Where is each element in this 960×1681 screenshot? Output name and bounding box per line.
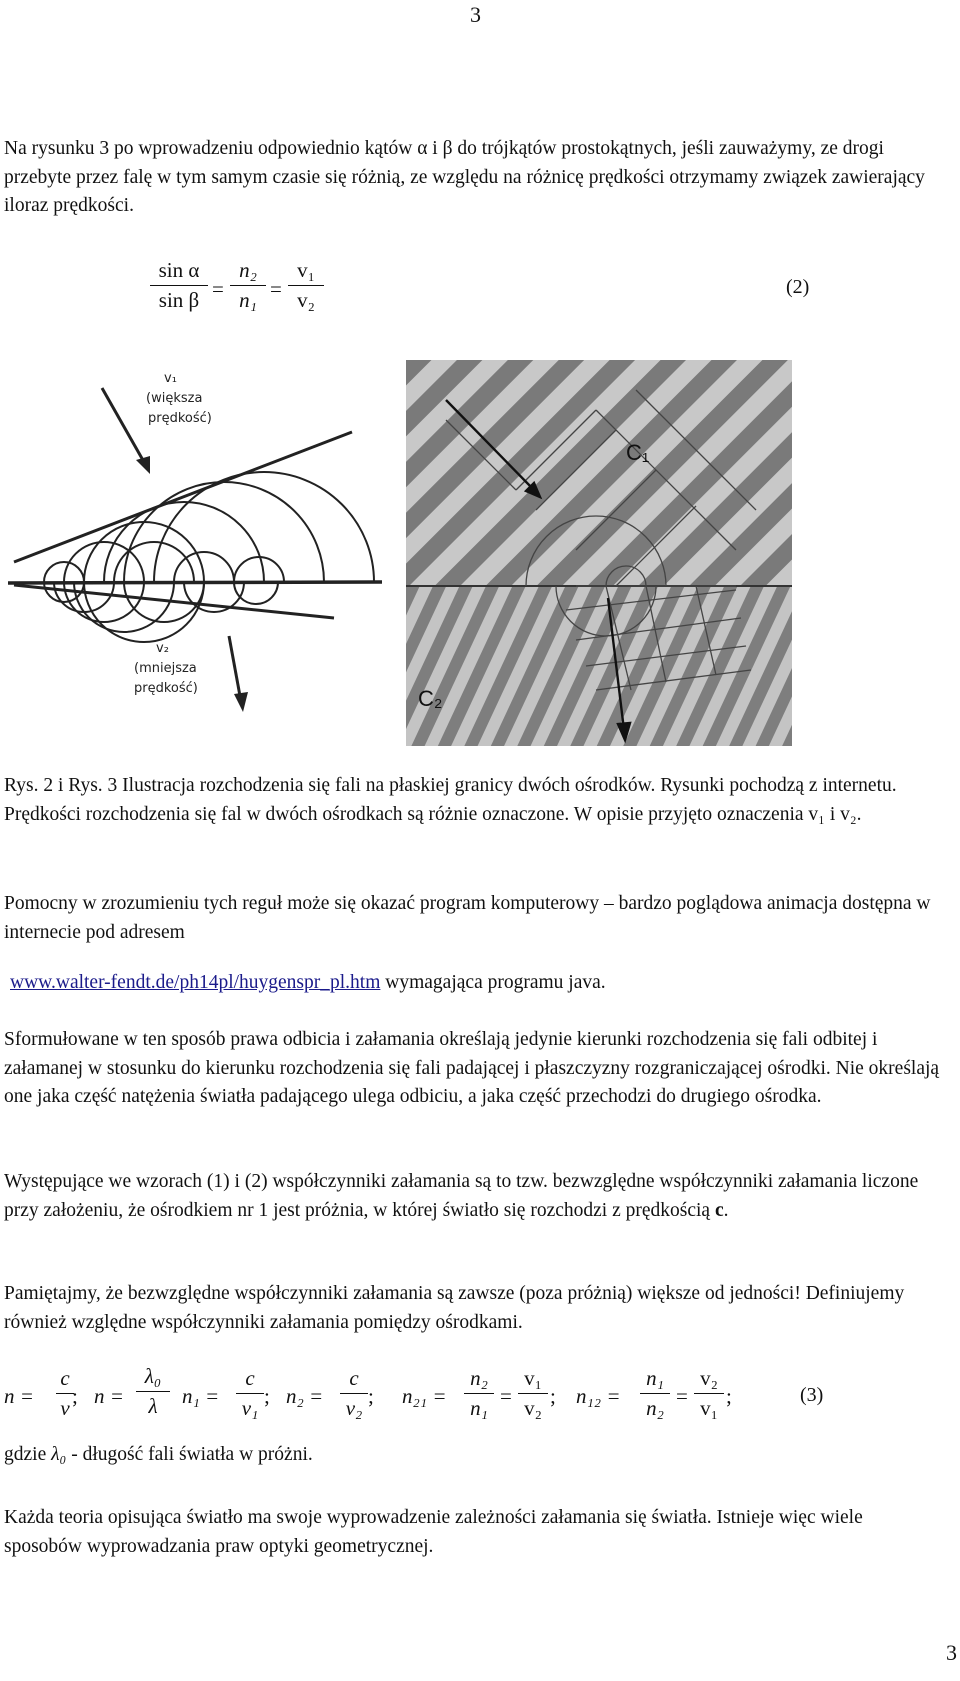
arrow-v2 xyxy=(229,636,240,696)
final-paragraph xyxy=(4,1504,944,1561)
remember-paragraph xyxy=(4,1280,944,1337)
equation-2 xyxy=(150,258,960,328)
eq3-t5-den1: n₁ xyxy=(470,1396,488,1420)
eq3-t2-frac xyxy=(136,1364,170,1419)
eq3-t6-frac2 xyxy=(694,1366,724,1421)
eq3-t5-num2: v₁ xyxy=(524,1366,542,1390)
eq3-t4-num: c xyxy=(349,1366,359,1390)
gdzie-lambda-symbol: λ₀ xyxy=(51,1444,67,1465)
label-c2: C₂ xyxy=(418,686,443,711)
label-c1: C₁ xyxy=(626,440,650,465)
eq2-num-sin-alpha: sin α xyxy=(158,258,200,282)
intro-text: Na rysunku 3 po wprowadzeniu odpowiednio kątów α i β do trójkątów prostokątnych, jeśli zauważymy, ze drogi przebyte przez falę w tym samym czasie się różnią, ze względu na różnicę prędkości otrzymamy związek zawierający iloraz prędkości. xyxy=(4,138,925,216)
eq3-t6-frac1 xyxy=(640,1366,670,1421)
eq3-t4-frac xyxy=(340,1366,368,1421)
eq2-equals-2: = xyxy=(270,277,282,301)
eq2-den-v2: v₂ xyxy=(297,288,315,312)
eq3-t5-end: ; xyxy=(550,1384,556,1408)
intro-paragraph xyxy=(4,135,944,221)
eq3-t5-lhs: n₂₁ = xyxy=(402,1384,447,1408)
caption-text: Rys. 2 i Rys. 3 Ilustracja rozchodzenia się fali na płaskiej granicy dwóch ośrodków. Rysunki pochodzą z internetu. Prędkości rozchodzenia się fal w dwóch ośrodkach są różnie oznaczone. W opisie przyjęto oznaczenia v₁ i v₂. xyxy=(4,775,897,825)
coefficients-end: . xyxy=(723,1199,729,1221)
eq2-den-n1: n₁ xyxy=(239,288,257,312)
helper-paragraph xyxy=(4,890,944,947)
eq3-t5-frac1 xyxy=(464,1366,494,1421)
eq3-t4-lhs: n₂ = xyxy=(286,1384,324,1408)
upper-medium xyxy=(406,360,792,586)
label-v1: v₁ xyxy=(164,371,177,386)
eq3-t6-num2: v₂ xyxy=(700,1366,718,1390)
label-v2: v₂ xyxy=(156,641,169,656)
eq3-t3-end: ; xyxy=(264,1384,270,1408)
eq3-t3-num: c xyxy=(245,1366,255,1390)
label-v2-text2: prędkość) xyxy=(134,681,198,696)
eq2-num-n2: n₂ xyxy=(239,258,257,282)
eq2-num-v1: v₁ xyxy=(297,258,315,282)
eq2-equals-1: = xyxy=(212,277,224,301)
walter-fendt-link[interactable]: www.walter-fendt.de/ph14pl/huygenspr_pl.htm xyxy=(10,972,381,993)
gdzie-prefix: gdzie xyxy=(4,1444,47,1465)
eq3-t4-end: ; xyxy=(368,1384,374,1408)
label-v1-text1: (większa xyxy=(146,391,203,406)
page-number-bottom: 3 xyxy=(946,1640,957,1665)
eq3-t1-den: v xyxy=(60,1396,70,1420)
eq2-fraction-n xyxy=(230,258,266,313)
eq3-t1-lhs: n = xyxy=(4,1384,34,1408)
equation-3 xyxy=(4,1364,944,1434)
link-line xyxy=(10,969,950,998)
eq3-t2-den: λ xyxy=(148,1394,158,1418)
final-text: Każda teoria opisująca światło ma swoje wyprowadzenie zależności załamania się światła. Istnieje więc wiele sposobów wyprowadzania praw optyki geometrycznej. xyxy=(4,1507,863,1557)
eq3-t1-end: ; xyxy=(72,1384,78,1408)
link-suffix: wymagająca programu java. xyxy=(380,972,606,993)
eq3-t6-lhs: n₁₂ = xyxy=(576,1384,621,1408)
eq3-t6-den2: v₁ xyxy=(700,1396,718,1420)
figure-huygens-wavelets xyxy=(4,370,394,730)
helper-text: Pomocny w zrozumieniu tych reguł może się okazać program komputerowy – bardzo poglądowa animacja dostępna w internecie pod adresem xyxy=(4,893,931,943)
eq3-t6-equals: = xyxy=(676,1384,688,1408)
lower-medium xyxy=(406,586,792,746)
eq3-t6-den1: n₂ xyxy=(646,1396,664,1420)
eq2-label: (2) xyxy=(786,276,810,298)
speed-of-light-symbol: c xyxy=(714,1199,724,1221)
eq3-t3-frac xyxy=(236,1366,264,1421)
gdzie-line xyxy=(4,1441,944,1470)
label-v1-text2: prędkość) xyxy=(148,411,212,426)
label-v2-text1: (mniejsza xyxy=(134,661,197,676)
eq3-t5-den2: v₂ xyxy=(524,1396,542,1420)
gdzie-text: - długość fali światła w próżni. xyxy=(71,1444,313,1465)
eq3-t3-lhs: n₁ = xyxy=(182,1384,220,1408)
eq3-t2-lhs: n = xyxy=(94,1384,124,1408)
eq3-t5-frac2 xyxy=(518,1366,548,1421)
incident-wavefront-line xyxy=(14,432,352,562)
eq3-t5-equals: = xyxy=(500,1384,512,1408)
arrow-v1 xyxy=(102,388,144,462)
laws-paragraph xyxy=(4,1026,944,1112)
remember-text: Pamiętajmy, że bezwzględne współczynniki załamania są zawsze (poza próżnią) większe od jedności! Definiujemy również względne współczynniki załamania pomiędzy ośrodkami. xyxy=(4,1283,905,1333)
laws-text: Sformułowane w ten sposób prawa odbicia i załamania określają jedynie kierunki rozchodzenia się fali odbitej i załamanej w stosunku do kierunku rozchodzenia się fali padającej i płaszczyzny rozgraniczającej ośrodki. Nie określają one jaka część natężenia światła padającego ulega odbiciu, a jaka część przechodzi do drugiego ośrodka. xyxy=(4,1029,940,1107)
eq3-t1-num: c xyxy=(60,1366,70,1390)
coefficients-text: Występujące we wzorach (1) i (2) współczynniki załamania są to tzw. bezwzględne współczynniki załamania liczone przy założeniu, że ośrodkiem nr 1 jest próżnia, w której światło się rozchodzi z prędkością xyxy=(4,1171,919,1221)
eq3-t6-end: ; xyxy=(726,1384,732,1408)
coefficients-paragraph xyxy=(4,1168,944,1225)
eq3-label: (3) xyxy=(800,1384,824,1406)
eq3-t6-num1: n₁ xyxy=(646,1366,664,1390)
eq3-t4-den: v₂ xyxy=(345,1396,363,1420)
figure-caption xyxy=(4,772,944,829)
figure-wave-refraction xyxy=(406,360,792,746)
eq2-fraction-sin xyxy=(150,258,208,313)
eq3-t5-num1: n₂ xyxy=(470,1366,488,1390)
eq2-fraction-v xyxy=(288,258,324,313)
eq2-den-sin-beta: sin β xyxy=(158,288,200,312)
page-number-top: 3 xyxy=(470,2,481,27)
eq3-t3-den: v₁ xyxy=(241,1396,259,1420)
eq3-t2-num: λ₀ xyxy=(144,1364,162,1388)
